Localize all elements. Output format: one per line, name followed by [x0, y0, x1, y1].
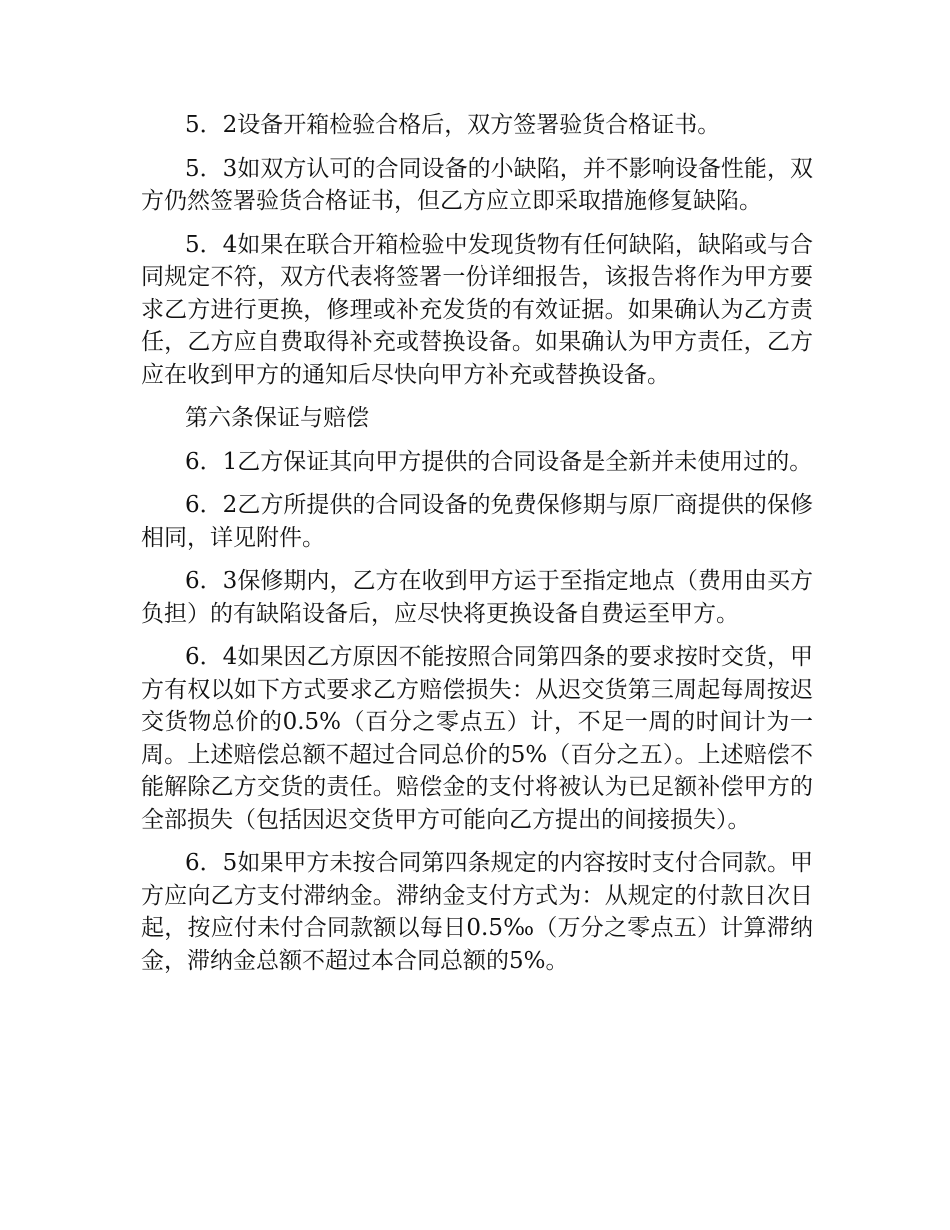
clause-5-3: 5．3如双方认可的合同设备的小缺陷，并不影响设备性能，双方仍然签署验货合格证书，但乙方应立即采取措施修复缺陷。	[141, 155, 813, 214]
clause-6-2: 6．2乙方所提供的合同设备的免费保修期与原厂商提供的保修相同，详见附件。	[141, 492, 813, 551]
clause-6-4: 6．4如果因乙方原因不能按照合同第四条的要求按时交货，甲方有权以如下方式要求乙方赔偿损失：从迟交货第三周起每周按迟交货物总价的0.5%（百分之零点五）计，不足一周的时间计为一周。上述赔偿总额不超过合同总价的5%（百分之五）。上述赔偿不能解除乙方交货的责任。赔偿金的支付将被认为已足额补偿甲方的全部损失（包括因迟交货甲方可能向乙方提出的间接损失）。	[141, 644, 813, 833]
clause-6-1: 6．1乙方保证其向甲方提供的合同设备是全新并未使用过的。	[185, 448, 813, 475]
document-body	[141, 109, 813, 988]
clause-5-4: 5．4如果在联合开箱检验中发现货物有任何缺陷，缺陷或与合同规定不符，双方代表将签署一份详细报告，该报告将作为甲方要求乙方进行更换，修理或补充发货的有效证据。如果确认为乙方责任，乙方应自费取得补充或替换设备。如果确认为甲方责任，乙方应在收到甲方的通知后尽快向甲方补充或替换设备。	[141, 231, 813, 388]
clause-6-5: 6．5如果甲方未按合同第四条规定的内容按时支付合同款。甲方应向乙方支付滞纳金。滞纳金支付方式为：从规定的付款日次日起，按应付未付合同款额以每日0.5‰（万分之零点五）计算滞纳金，滞纳金总额不超过本合同总额的5%。	[141, 850, 813, 974]
article-6-heading: 第六条保证与赔偿	[185, 405, 369, 431]
clause-5-2: 5．2设备开箱检验合格后，双方签署验货合格证书。	[185, 112, 721, 138]
clause-6-3: 6．3保修期内，乙方在收到甲方运于至指定地点（费用由买方负担）的有缺陷设备后，应尽快将更换设备自费运至甲方。	[141, 568, 813, 627]
